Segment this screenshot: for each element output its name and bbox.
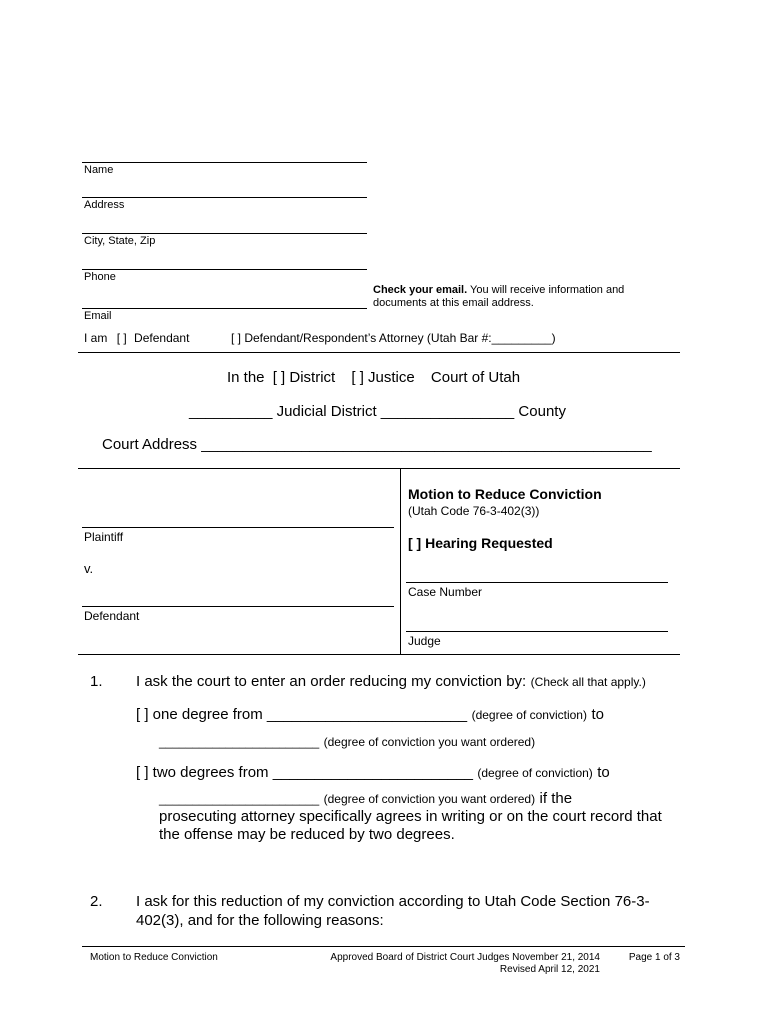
email-label: Email [84, 310, 112, 322]
option-two-degrees-blank[interactable]: ________________________ [159, 792, 320, 806]
judge-label: Judge [408, 634, 441, 648]
address-line[interactable] [82, 197, 367, 198]
phone-label: Phone [84, 271, 116, 283]
i-am-label: I am [84, 331, 108, 345]
plaintiff-label: Plaintiff [84, 530, 124, 544]
email-note-line2: documents at this email address. [373, 297, 534, 309]
case-number-label: Case Number [408, 585, 483, 599]
caption-top-divider [78, 468, 680, 469]
item1-text: I ask the court to enter an order reducing my conviction by: [136, 673, 527, 690]
city-label: City, State, Zip [84, 235, 156, 247]
footer-revised: Revised April 12, 2021 [499, 964, 600, 975]
item1-number: 1. [90, 673, 103, 690]
option-two-degrees[interactable] [136, 764, 610, 782]
address-label: Address [84, 199, 125, 211]
footer-divider [82, 946, 685, 947]
item2-line1: I ask for this reduction of my conviction according to Utah Code Section 76-3- [136, 893, 650, 910]
item1-text-row [136, 673, 646, 691]
option-two-degrees-to: to [597, 764, 610, 781]
option-two-degrees-line4: the offense may be reduced by two degrees. [159, 826, 455, 843]
justice-option[interactable]: [ ] Justice [351, 369, 415, 386]
item2-number: 2. [90, 893, 103, 910]
court-line [227, 369, 520, 386]
motion-title: Motion to Reduce Conviction [408, 486, 602, 502]
option-two-degrees-prefix[interactable]: [ ] two degrees from ________________________ [136, 764, 473, 781]
email-note-bold: Check your email. [373, 284, 468, 296]
option-one-degree-blank[interactable]: ________________________ [159, 735, 320, 749]
versus: v. [84, 561, 94, 576]
judicial-district-line[interactable]: __________ Judicial District ________________ County [189, 403, 566, 420]
defendant-checkbox[interactable]: [ ] [116, 331, 127, 345]
option-one-degree-to: to [591, 706, 604, 723]
defendant-line[interactable] [82, 606, 394, 607]
defendant-label: Defendant [84, 609, 140, 623]
option-two-degrees-line3: prosecuting attorney specifically agrees in writing or on the court record that [159, 808, 662, 825]
court-address-line[interactable]: Court Address ______________________________________________________ [102, 436, 652, 453]
caption-bottom-divider [78, 654, 680, 655]
name-line[interactable] [82, 162, 367, 163]
court-suffix: Court of Utah [430, 369, 521, 386]
email-line[interactable] [82, 308, 367, 309]
option-one-degree-line2-hint: (degree of conviction you want ordered) [323, 735, 536, 749]
caption-vertical-divider [400, 468, 401, 654]
court-prefix: In the [227, 369, 265, 386]
attorney-option[interactable]: [ ] Defendant/Respondent’s Attorney (Utah Bar #:_________) [231, 331, 556, 345]
footer-page-number: Page 1 of 3 [628, 952, 680, 963]
i-am-row [84, 331, 189, 345]
option-one-degree[interactable] [136, 706, 604, 724]
case-number-line[interactable] [406, 582, 668, 583]
hearing-requested-checkbox[interactable]: [ ] Hearing Requested [408, 535, 553, 551]
option-one-degree-prefix[interactable]: [ ] one degree from ________________________ [136, 706, 468, 723]
email-note-rest: You will receive information and [467, 284, 625, 296]
header-divider [78, 352, 680, 353]
email-note [373, 284, 624, 296]
name-label: Name [84, 164, 114, 176]
footer-approved: Approved Board of District Court Judges November 21, 2014 [330, 952, 600, 963]
plaintiff-line[interactable] [82, 527, 394, 528]
district-option[interactable]: [ ] District [272, 369, 336, 386]
option-two-degrees-if: if the [539, 790, 573, 807]
phone-line[interactable] [82, 269, 367, 270]
code-reference: (Utah Code 76-3-402(3)) [408, 504, 540, 518]
footer-form-name: Motion to Reduce Conviction [90, 952, 218, 963]
option-two-degrees-line2-hint: (degree of conviction you want ordered) [323, 792, 536, 806]
defendant-option-label: Defendant [134, 331, 190, 345]
option-two-degrees-hint: (degree of conviction) [477, 766, 593, 780]
judge-line[interactable] [406, 631, 668, 632]
item2-line2: 402(3), and for the following reasons: [136, 912, 384, 929]
option-one-degree-line2 [159, 733, 535, 751]
item1-hint: (Check all that apply.) [530, 675, 646, 689]
option-two-degrees-line2 [159, 790, 572, 808]
city-line[interactable] [82, 233, 367, 234]
option-one-degree-hint: (degree of conviction) [471, 708, 587, 722]
